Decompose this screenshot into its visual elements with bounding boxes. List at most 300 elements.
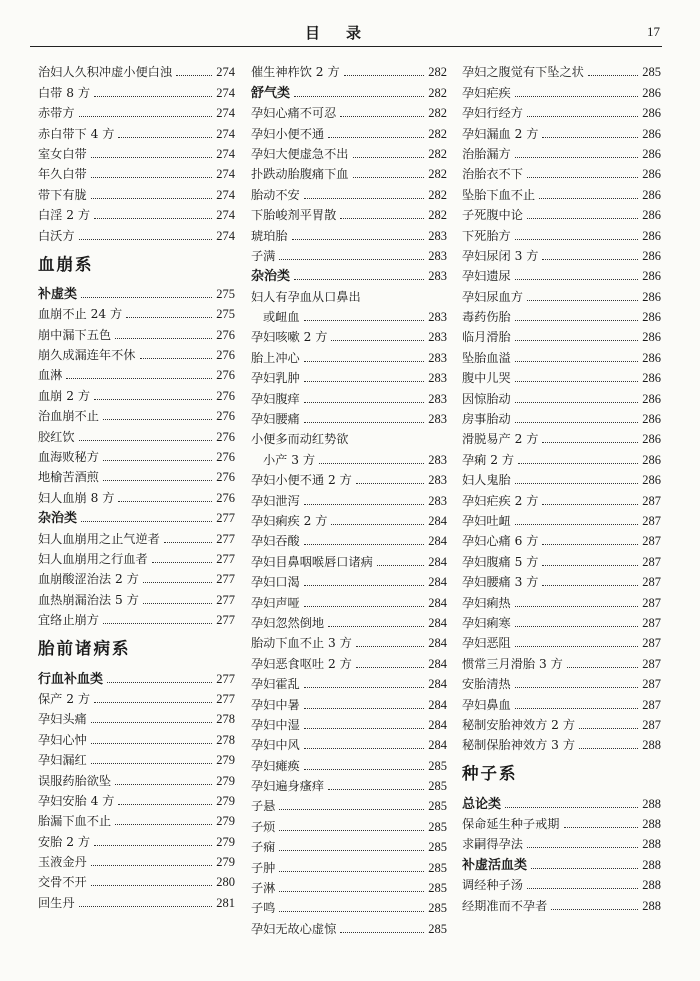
page-header [30, 16, 662, 47]
entry-page-number: 284 [428, 595, 447, 610]
toc-entry [38, 203, 235, 223]
toc-entry [462, 60, 661, 80]
dot-leader [294, 279, 424, 280]
entry-title: 白淫 2 方 [38, 208, 91, 223]
toc-entry [38, 485, 235, 505]
toc-entry [462, 812, 661, 832]
entry-page-number: 286 [642, 208, 661, 223]
toc-entry [251, 855, 447, 875]
toc-entry [462, 713, 661, 733]
entry-page-number: 276 [216, 490, 235, 505]
entry-title: 白沃方 [38, 228, 75, 243]
dot-leader [340, 116, 424, 117]
dot-leader [91, 763, 213, 764]
entry-title: 或衄血 [263, 310, 300, 325]
dot-leader [515, 626, 639, 627]
entry-page-number: 277 [216, 671, 235, 686]
entry-page-number: 288 [642, 878, 661, 893]
entry-title: 孕妇瘫痪 [251, 758, 300, 773]
toc-entry [251, 774, 447, 794]
entry-title: 孕妇大便虚急不出 [251, 146, 349, 161]
entry-title: 治妇人久积冲虚小便白浊 [38, 65, 173, 80]
toc-entry [251, 101, 447, 121]
toc-entry [38, 465, 235, 485]
dot-leader [515, 340, 639, 341]
toc-category [38, 282, 235, 302]
toc-entry [251, 733, 447, 753]
entry-page-number: 285 [428, 860, 447, 875]
entry-title: 孕妇尿血方 [462, 289, 523, 304]
toc-entry [462, 244, 661, 264]
toc-entry [38, 526, 235, 546]
entry-title: 孕妇痢寒 [462, 615, 511, 630]
dot-leader [304, 198, 425, 199]
toc-entry [462, 264, 661, 284]
entry-page-number: 287 [642, 575, 661, 590]
entry-page-number: 279 [216, 855, 235, 870]
dot-leader [527, 888, 638, 889]
entry-title: 玉液金丹 [38, 855, 87, 870]
entry-title: 孕妇头痛 [38, 712, 87, 727]
dot-leader [164, 542, 212, 543]
entry-page-number: 276 [216, 327, 235, 342]
entry-title: 妇人血崩用之行血者 [38, 551, 148, 566]
dot-leader [118, 501, 212, 502]
toc-entry [462, 305, 661, 325]
section-heading: 血崩系 [38, 254, 94, 274]
entry-page-number: 278 [216, 732, 235, 747]
toc-entry [251, 692, 447, 712]
dot-leader [542, 544, 638, 545]
entry-page-number: 287 [642, 656, 661, 671]
toc-category [251, 264, 447, 284]
entry-page-number: 286 [642, 412, 661, 427]
dot-leader [344, 75, 425, 76]
entry-title: 血热崩漏治法 5 方 [38, 592, 139, 607]
entry-title: 孕妇口渴 [251, 575, 300, 590]
toc-entry [462, 121, 661, 141]
toc-entry [38, 223, 235, 243]
toc-entry [251, 284, 447, 304]
toc-entry [462, 832, 661, 852]
toc-entry [38, 789, 235, 809]
entry-title: 临月滑胎 [462, 330, 511, 345]
entry-title: 子悬 [251, 799, 276, 814]
dot-leader [304, 361, 425, 362]
entry-title: 安胎清热 [462, 677, 511, 692]
toc-entry [462, 672, 661, 692]
entry-page-number: 283 [428, 412, 447, 427]
toc-entry [251, 651, 447, 671]
dot-leader [515, 239, 639, 240]
entry-title: 孕妇乳肿 [251, 371, 300, 386]
toc-entry [38, 567, 235, 587]
entry-page-number: 286 [642, 473, 661, 488]
entry-title: 孕妇声哑 [251, 595, 300, 610]
entry-title: 胎动不安 [251, 187, 300, 202]
entry-title: 孕痢 2 方 [462, 452, 515, 467]
toc-entry [462, 325, 661, 345]
dot-leader [304, 504, 425, 505]
dot-leader [304, 748, 425, 749]
entry-page-number: 285 [428, 758, 447, 773]
entry-title: 胎动下血不止 3 方 [251, 636, 352, 651]
toc-entry [38, 608, 235, 628]
entry-title: 补虚活血类 [462, 857, 528, 873]
entry-page-number: 283 [428, 493, 447, 508]
entry-title: 回生丹 [38, 895, 75, 910]
entry-page-number: 283 [428, 452, 447, 467]
toc-entry [251, 386, 447, 406]
toc-entry [462, 468, 661, 488]
entry-page-number: 285 [428, 819, 447, 834]
toc-entry [462, 692, 661, 712]
dot-leader [107, 682, 212, 683]
dot-leader [118, 804, 212, 805]
entry-page-number: 287 [642, 615, 661, 630]
entry-page-number: 288 [642, 898, 661, 913]
entry-page-number: 276 [216, 470, 235, 485]
toc-entry [251, 631, 447, 651]
dot-leader [279, 809, 424, 810]
dot-leader [126, 317, 212, 318]
dot-leader [304, 585, 425, 586]
dot-leader [79, 239, 213, 240]
entry-page-number: 276 [216, 348, 235, 363]
toc-entry [462, 651, 661, 671]
toc-entry [251, 223, 447, 243]
entry-title: 补虚类 [38, 286, 78, 302]
dot-leader [542, 442, 638, 443]
entry-title: 毒药伤胎 [462, 310, 511, 325]
dot-leader [567, 667, 638, 668]
toc-entry [462, 488, 661, 508]
toc-entry [38, 121, 235, 141]
toc-entry [38, 343, 235, 363]
entry-title: 孕妇行经方 [462, 106, 523, 121]
toc-entry [462, 509, 661, 529]
toc-entry [251, 835, 447, 855]
entry-page-number: 279 [216, 753, 235, 768]
entry-page-number: 279 [216, 814, 235, 829]
entry-page-number: 285 [428, 921, 447, 936]
entry-page-number: 286 [642, 269, 661, 284]
dot-leader [304, 320, 425, 321]
toc-entry [251, 488, 447, 508]
dot-leader [103, 460, 212, 461]
entry-title: 子痫 [251, 840, 276, 855]
dot-leader [515, 381, 639, 382]
dot-leader [79, 440, 213, 441]
entry-title: 血崩酸涩治法 2 方 [38, 572, 139, 587]
toc-entry [462, 182, 661, 202]
entry-title: 小产 3 方 [263, 452, 316, 467]
toc-entry [38, 445, 235, 465]
toc-entry [38, 142, 235, 162]
entry-page-number: 277 [216, 592, 235, 607]
toc-entry [38, 80, 235, 100]
dot-leader [588, 75, 638, 76]
entry-page-number: 282 [428, 65, 447, 80]
entry-title: 孕妇忽然倒地 [251, 615, 325, 630]
entry-page-number: 285 [428, 840, 447, 855]
toc-entry [38, 687, 235, 707]
entry-title: 妇人血崩用之止气逆者 [38, 531, 160, 546]
toc-entry [251, 509, 447, 529]
entry-title: 孕妇腹痛 5 方 [462, 554, 539, 569]
entry-title: 血崩 2 方 [38, 388, 91, 403]
entry-page-number: 276 [216, 409, 235, 424]
entry-page-number: 274 [216, 65, 235, 80]
dot-leader [542, 585, 638, 586]
entry-page-number: 286 [642, 432, 661, 447]
entry-title: 孕妇心痛 6 方 [462, 534, 539, 549]
entry-page-number: 274 [216, 146, 235, 161]
dot-leader [94, 399, 212, 400]
dot-leader [103, 623, 212, 624]
entry-title: 孕妇腰痛 3 方 [462, 575, 539, 590]
dot-leader [152, 562, 213, 563]
entry-title: 胎漏下血不止 [38, 814, 112, 829]
dot-leader [518, 463, 638, 464]
entry-title: 孕妇心忡 [38, 732, 87, 747]
dot-leader [304, 708, 425, 709]
toc-entry [38, 727, 235, 747]
toc-entry [462, 142, 661, 162]
dot-leader [579, 748, 638, 749]
entry-page-number: 284 [428, 636, 447, 651]
section-heading: 种子系 [462, 764, 518, 784]
toc-entry [251, 203, 447, 223]
entry-title: 孕妇吐衄 [462, 513, 511, 528]
dot-leader [356, 483, 424, 484]
dot-leader [353, 177, 425, 178]
dot-leader [328, 137, 424, 138]
entry-page-number: 282 [428, 85, 447, 100]
toc-entry [251, 590, 447, 610]
toc-entry [251, 182, 447, 202]
toc-entry [462, 447, 661, 467]
entry-title: 孕妇泄泻 [251, 493, 300, 508]
entry-page-number: 277 [216, 572, 235, 587]
entry-title: 治胎衣不下 [462, 167, 523, 182]
dot-leader [94, 845, 212, 846]
entry-title: 孕妇遍身瘙痒 [251, 779, 325, 794]
entry-page-number: 286 [642, 146, 661, 161]
dot-leader [527, 300, 638, 301]
entry-title: 秘制安胎神效方 2 方 [462, 717, 576, 732]
entry-page-number: 286 [642, 371, 661, 386]
toc-entry [462, 549, 661, 569]
entry-page-number: 287 [642, 534, 661, 549]
entry-page-number: 276 [216, 388, 235, 403]
entry-title: 孕妇腹痒 [251, 391, 300, 406]
entry-title: 孕妇安胎 4 方 [38, 793, 115, 808]
entry-page-number: 287 [642, 513, 661, 528]
entry-title: 调经种子汤 [462, 878, 523, 893]
entry-title: 小便多而动红势欲 [251, 432, 349, 447]
entry-page-number: 286 [642, 248, 661, 263]
entry-page-number: 283 [428, 473, 447, 488]
toc-category [251, 80, 447, 100]
dot-leader [304, 687, 425, 688]
entry-title: 因惊胎动 [462, 391, 511, 406]
dot-leader [94, 702, 212, 703]
dot-leader [176, 75, 212, 76]
dot-leader [91, 177, 213, 178]
entry-title: 孕妇漏红 [38, 753, 87, 768]
entry-page-number: 274 [216, 126, 235, 141]
dot-leader [515, 279, 639, 280]
toc-entry [251, 121, 447, 141]
entry-page-number: 283 [428, 310, 447, 325]
toc-entry [38, 707, 235, 727]
entry-title: 孕妇之腹觉有下坠之状 [462, 65, 584, 80]
toc-entry [462, 284, 661, 304]
entry-title: 妇人血崩 8 方 [38, 490, 115, 505]
dot-leader [115, 784, 212, 785]
dot-leader [81, 297, 212, 298]
entry-page-number: 286 [642, 106, 661, 121]
dot-leader [91, 865, 213, 866]
entry-page-number: 278 [216, 712, 235, 727]
entry-page-number: 280 [216, 875, 235, 890]
dot-leader [328, 789, 424, 790]
entry-title: 子肿 [251, 860, 276, 875]
entry-title: 孕妇心痛不可忍 [251, 106, 337, 121]
toc-entry [38, 748, 235, 768]
toc-entry [251, 345, 447, 365]
entry-page-number: 286 [642, 187, 661, 202]
dot-leader [377, 565, 424, 566]
dot-leader [91, 157, 213, 158]
dot-leader [527, 116, 638, 117]
entry-page-number: 284 [428, 615, 447, 630]
toc-entry [251, 611, 447, 631]
toc-entry [251, 366, 447, 386]
toc-entry [251, 305, 447, 325]
dot-leader [579, 728, 638, 729]
toc-entry [462, 345, 661, 365]
entry-title: 孕妇漏血 2 方 [462, 126, 539, 141]
toc-entry [251, 244, 447, 264]
dot-leader [94, 218, 212, 219]
entry-title: 子淋 [251, 881, 276, 896]
toc-entry [462, 101, 661, 121]
dot-leader [304, 381, 425, 382]
entry-page-number: 287 [642, 595, 661, 610]
toc-entry [251, 570, 447, 590]
entry-title: 舒气类 [251, 85, 291, 101]
entry-page-number: 286 [642, 330, 661, 345]
entry-page-number: 283 [428, 330, 447, 345]
dot-leader [94, 96, 212, 97]
toc-entry [462, 80, 661, 100]
entry-title: 孕妇恶食呕吐 2 方 [251, 656, 352, 671]
entry-page-number: 275 [216, 286, 235, 301]
entry-page-number: 282 [428, 208, 447, 223]
dot-leader [340, 218, 424, 219]
toc-entry [251, 549, 447, 569]
toc-entry [462, 223, 661, 243]
dot-leader [304, 606, 425, 607]
entry-title: 孕妇中湿 [251, 717, 300, 732]
entry-title: 腹中儿哭 [462, 371, 511, 386]
entry-title: 妇人鬼胎 [462, 473, 511, 488]
toc-entry [38, 768, 235, 788]
entry-title: 妇人有孕血从口鼻出 [251, 289, 361, 304]
entry-title: 保产 2 方 [38, 691, 91, 706]
entry-page-number: 286 [642, 452, 661, 467]
entry-page-number: 285 [428, 799, 447, 814]
entry-title: 总论类 [462, 796, 502, 812]
entry-title: 求嗣得孕法 [462, 837, 523, 852]
entry-title: 下胎峻剂平胃散 [251, 208, 337, 223]
dot-leader [103, 419, 212, 420]
entry-page-number: 282 [428, 126, 447, 141]
dot-leader [515, 606, 639, 607]
entry-title: 治血崩不止 [38, 409, 99, 424]
entry-page-number: 277 [216, 613, 235, 628]
entry-title: 胎上冲心 [251, 350, 300, 365]
toc-entry [251, 468, 447, 488]
entry-title: 子鸣 [251, 901, 276, 916]
toc-entry [251, 672, 447, 692]
dot-leader [356, 667, 424, 668]
entry-page-number: 279 [216, 834, 235, 849]
entry-page-number: 283 [428, 228, 447, 243]
toc-entry [38, 302, 235, 322]
toc-entry [462, 162, 661, 182]
dot-leader [515, 402, 639, 403]
entry-page-number: 284 [428, 697, 447, 712]
entry-page-number: 284 [428, 575, 447, 590]
entry-title: 崩中漏下五色 [38, 327, 112, 342]
toc-entry [251, 60, 447, 80]
toc-column-1 [38, 60, 235, 911]
entry-title: 血海败秘方 [38, 450, 99, 465]
entry-page-number: 288 [642, 817, 661, 832]
entry-title: 孕妇中风 [251, 738, 300, 753]
entry-title: 胶红饮 [38, 429, 75, 444]
toc-entry [251, 713, 447, 733]
toc-entry [462, 386, 661, 406]
entry-title: 行血补血类 [38, 671, 104, 687]
toc-column-3 [462, 60, 661, 914]
dot-leader [542, 565, 638, 566]
entry-page-number: 286 [642, 391, 661, 406]
dot-leader [304, 422, 425, 423]
entry-title: 下死胎方 [462, 228, 511, 243]
entry-page-number: 282 [428, 167, 447, 182]
dot-leader [279, 871, 424, 872]
dot-leader [527, 177, 638, 178]
toc-entry [38, 162, 235, 182]
entry-title: 杂治类 [38, 511, 78, 527]
entry-page-number: 282 [428, 146, 447, 161]
dot-leader [515, 361, 639, 362]
toc-entry [251, 529, 447, 549]
entry-page-number: 286 [642, 126, 661, 141]
dot-leader [328, 626, 424, 627]
toc-entry [462, 407, 661, 427]
entry-title: 赤带方 [38, 106, 75, 121]
dot-leader [505, 807, 638, 808]
dot-leader [340, 932, 424, 933]
entry-title: 杂治类 [251, 269, 291, 285]
entry-page-number: 283 [428, 371, 447, 386]
entry-page-number: 286 [642, 167, 661, 182]
